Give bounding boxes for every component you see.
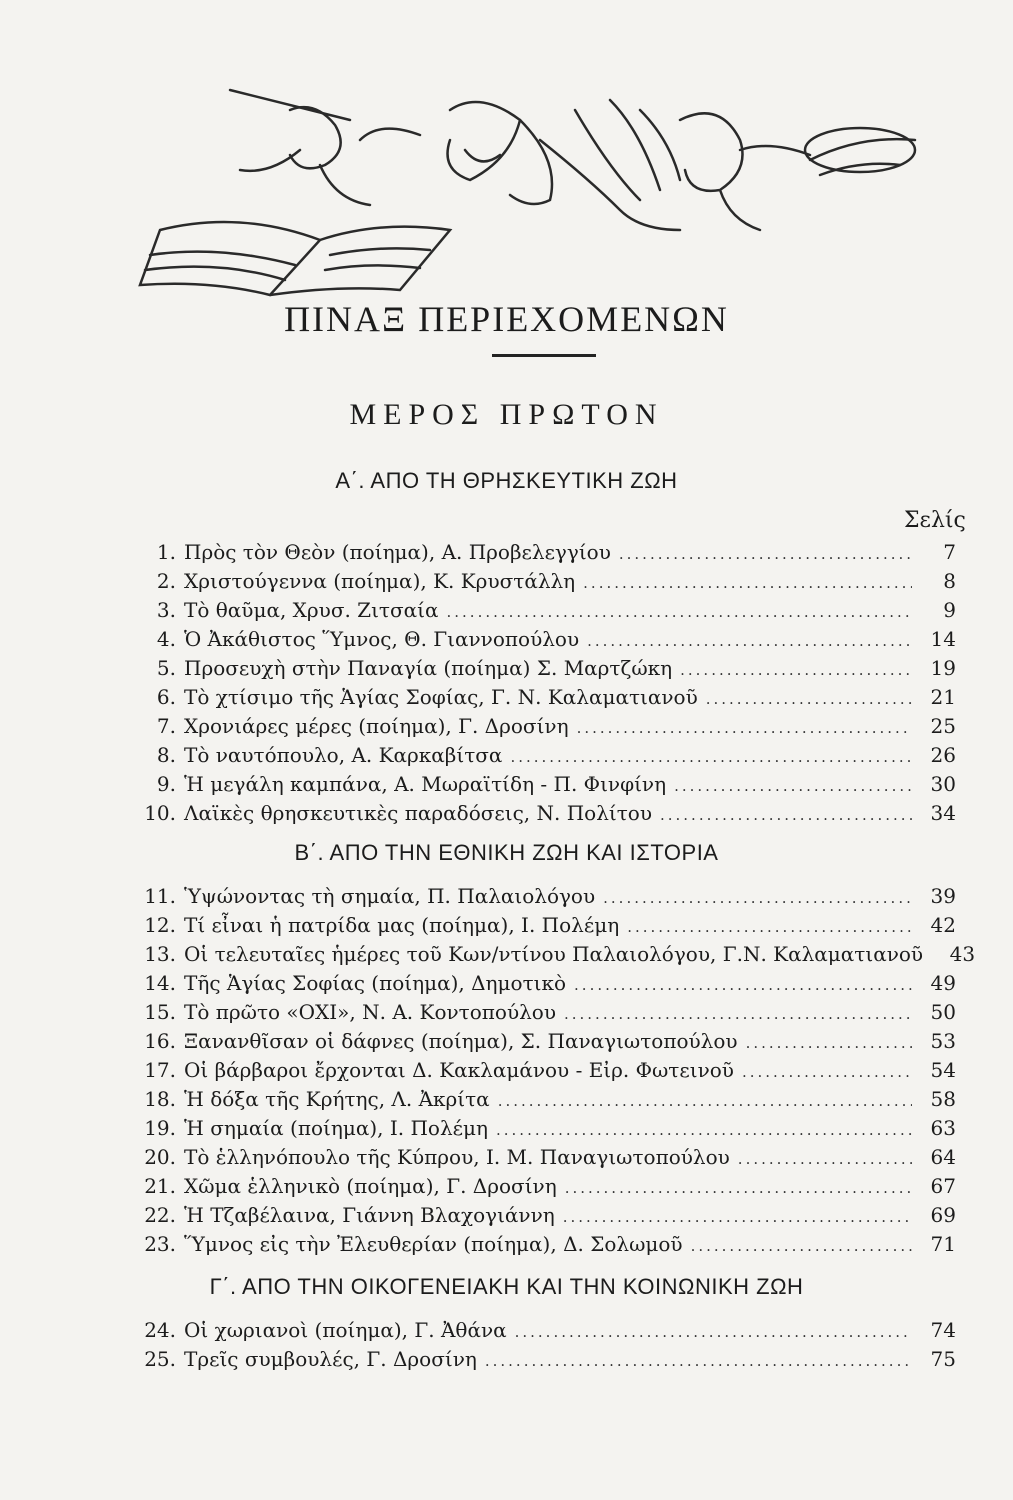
toc-entry [134, 656, 956, 684]
entry-number: 8. [156, 743, 176, 767]
toc-entry [134, 569, 956, 597]
entry-title: Τὸ χτίσιμο τῆς Ἁγίας Σοφίας, Γ. Ν. Καλαματιανοῦ [184, 685, 698, 709]
entry-title: Τί εἶναι ἡ πατρίδα μας (ποίημα), Ι. Πολέμη [184, 913, 620, 937]
entry-number: 12. [144, 913, 176, 937]
entry-title: Ὑψώνοντας τὴ σημαία, Π. Παλαιολόγου [184, 884, 596, 908]
entry-number: 20. [144, 1145, 176, 1169]
toc-entry [134, 598, 956, 626]
entry-title: Ἡ μεγάλη καμπάνα, Α. Μωραϊτίδη - Π. Φινφίνη [184, 772, 667, 796]
entry-page: 69 [930, 1203, 956, 1227]
entry-page: 8 [943, 569, 956, 593]
entry-number: 1. [156, 540, 176, 564]
entry-number: 13. [144, 942, 176, 966]
entry-page: 74 [930, 1318, 956, 1342]
entry-page: 19 [930, 656, 956, 680]
entry-page: 9 [943, 598, 956, 622]
dot-leader [706, 690, 912, 708]
dot-leader [627, 918, 912, 936]
dot-leader [485, 1352, 912, 1370]
dot-leader [510, 748, 912, 766]
entry-number: 15. [144, 1000, 176, 1024]
entry-number: 7. [156, 714, 176, 738]
dot-leader [746, 1034, 912, 1052]
entry-number: 16. [144, 1029, 176, 1053]
entry-title: Τῆς Ἁγίας Σοφίας (ποίημα), Δημοτικὸ [184, 971, 567, 995]
page-title: ΠΙΝΑΞ ΠΕΡΙΕΧΟΜΕΝΩΝ [284, 299, 729, 339]
toc-entry [134, 772, 956, 800]
entry-title: Χῶμα ἑλληνικὸ (ποίημα), Γ. Δροσίνη [184, 1174, 557, 1198]
entry-number: 22. [144, 1203, 176, 1227]
entry-number: 10. [144, 801, 176, 825]
entry-title: Τρεῖς συμβουλές, Γ. Δροσίνη [184, 1347, 477, 1371]
entry-page: 21 [930, 685, 956, 709]
entry-title: Λαϊκὲς θρησκευτικὲς παραδόσεις, Ν. Πολίτου [184, 801, 652, 825]
entry-number: 4. [156, 627, 176, 651]
toc-entry [134, 1347, 956, 1375]
toc-entry [134, 801, 956, 829]
dot-leader [583, 574, 912, 592]
entry-page: 26 [930, 743, 956, 767]
section-heading-a: Α΄. ΑΠΟ ΤΗ ΘΡΗΣΚΕΥΤΙΚΗ ΖΩΗ [335, 468, 678, 493]
entry-page: 50 [930, 1000, 956, 1024]
dot-leader [577, 719, 912, 737]
dot-leader [603, 889, 912, 907]
entry-number: 11. [144, 884, 176, 908]
toc-entry [134, 971, 956, 999]
dot-leader [498, 1092, 912, 1110]
toc-entry [134, 942, 976, 970]
entry-number: 6. [156, 685, 176, 709]
entry-title: Οἱ χωριανοὶ (ποίημα), Γ. Ἀθάνα [184, 1318, 507, 1342]
toc-entry [134, 1087, 956, 1115]
entry-number: 17. [144, 1058, 176, 1082]
entry-page: 14 [930, 627, 956, 651]
toc-entry [134, 1058, 956, 1086]
toc-entry [134, 1232, 956, 1260]
entry-number: 18. [144, 1087, 176, 1111]
toc-entry [134, 1174, 956, 1202]
entry-page: 42 [930, 913, 956, 937]
dot-leader [563, 1208, 912, 1226]
entry-number: 19. [144, 1116, 176, 1140]
entry-page: 75 [930, 1347, 956, 1371]
entry-page: 67 [930, 1174, 956, 1198]
entry-title: Οἱ βάρβαροι ἔρχονται Δ. Κακλαμάνου - Εἰρ. Φωτεινοῦ [184, 1058, 734, 1082]
entry-page: 25 [930, 714, 956, 738]
entry-page: 34 [930, 801, 956, 825]
pages-column-label: Σελίς [904, 508, 966, 533]
toc-entry [134, 913, 956, 941]
dot-leader [738, 1150, 912, 1168]
title-divider [492, 354, 596, 357]
section-heading-c: Γ΄. ΑΠΟ ΤΗΝ ΟΙΚΟΓΕΝΕΙΑΚΗ ΚΑΙ ΤΗΝ ΚΟΙΝΩΝΙΚΗ ΖΩΗ [209, 1274, 804, 1299]
entry-title: Χρονιάρες μέρες (ποίημα), Γ. Δροσίνη [184, 714, 569, 738]
part-heading: ΜΕΡΟΣ ΠΡΩΤΟΝ [349, 398, 664, 431]
entry-title: Ἡ Τζαβέλαινα, Γιάννη Βλαχογιάννη [184, 1203, 555, 1227]
entry-page: 7 [943, 540, 956, 564]
dot-leader [574, 976, 912, 994]
toc-entry [134, 1318, 956, 1346]
dot-leader [691, 1237, 912, 1255]
entry-number: 9. [156, 772, 176, 796]
toc-entry [134, 1029, 956, 1057]
dot-leader [674, 777, 912, 795]
toc-entry [134, 714, 956, 742]
entry-title: Τὸ θαῦμα, Χρυσ. Ζιτσαία [184, 598, 439, 622]
dot-leader [660, 806, 912, 824]
entry-number: 3. [156, 598, 176, 622]
toc-entry [134, 1000, 956, 1028]
entry-page: 49 [930, 971, 956, 995]
section-heading-b: Β΄. ΑΠΟ ΤΗΝ ΕΘΝΙΚΗ ΖΩΗ ΚΑΙ ΙΣΤΟΡΙΑ [294, 840, 719, 865]
dot-leader [742, 1063, 912, 1081]
entry-page: 43 [949, 942, 976, 966]
entry-page: 71 [930, 1232, 956, 1256]
toc-entry [134, 1203, 956, 1231]
toc-entry [134, 1145, 956, 1173]
entry-title: Οἱ τελευταῖες ἡμέρες τοῦ Κων/ντίνου Παλαιολόγου, Γ.Ν. Καλαματιανοῦ [184, 942, 924, 966]
entry-number: 23. [144, 1232, 176, 1256]
dot-leader [565, 1179, 912, 1197]
entry-page: 58 [930, 1087, 956, 1111]
entry-number: 14. [144, 971, 176, 995]
entry-title: Προσευχὴ στὴν Παναγία (ποίημα) Σ. Μαρτζώκη [184, 656, 673, 680]
entry-title: Ἡ σημαία (ποίημα), Ι. Πολέμη [184, 1116, 488, 1140]
dot-leader [515, 1323, 912, 1341]
entry-number: 2. [156, 569, 176, 593]
entry-title: Τὸ πρῶτο «ΟΧΙ», Ν. Α. Κοντοπούλου [184, 1000, 556, 1024]
toc-entry [134, 627, 956, 655]
entry-page: 53 [930, 1029, 956, 1053]
entry-number: 25. [144, 1347, 176, 1371]
entry-number: 5. [156, 656, 176, 680]
entry-title: Πρὸς τὸν Θεὸν (ποίημα), Α. Προβελεγγίου [184, 540, 611, 564]
toc-entry [134, 685, 956, 713]
entry-number: 21. [144, 1174, 176, 1198]
toc-entry [134, 540, 956, 568]
dot-leader [680, 661, 912, 679]
dot-leader [587, 632, 912, 650]
entry-page: 64 [930, 1145, 956, 1169]
entry-title: Ὕμνος εἰς τὴν Ἐλευθερίαν (ποίημα), Δ. Σολωμοῦ [184, 1232, 683, 1256]
entry-title: Ξανανθῖσαν οἱ δάφνες (ποίημα), Σ. Παναγιωτοπούλου [184, 1029, 738, 1053]
toc-entry [134, 884, 956, 912]
dot-leader [496, 1121, 912, 1139]
entry-title: Ὁ Ἀκάθιστος Ὕμνος, Θ. Γιαννοπούλου [184, 627, 580, 651]
dot-leader [619, 545, 912, 563]
entry-title: Ἡ δόξα τῆς Κρήτης, Λ. Ἀκρίτα [184, 1087, 490, 1111]
toc-entry [134, 1116, 956, 1144]
entry-number: 24. [144, 1318, 176, 1342]
dot-leader [447, 603, 913, 621]
entry-page: 54 [930, 1058, 956, 1082]
entry-page: 30 [930, 772, 956, 796]
entry-title: Τὸ ἑλληνόπουλο τῆς Κύπρου, Ι. Μ. Παναγιωτοπούλου [184, 1145, 730, 1169]
entry-title: Τὸ ναυτόπουλο, Α. Καρκαβίτσα [184, 743, 503, 767]
entry-title: Χριστούγεννα (ποίημα), Κ. Κρυστάλλη [184, 569, 576, 593]
entry-page: 39 [930, 884, 956, 908]
toc-entry [134, 743, 956, 771]
dot-leader [564, 1005, 912, 1023]
entry-page: 63 [930, 1116, 956, 1140]
